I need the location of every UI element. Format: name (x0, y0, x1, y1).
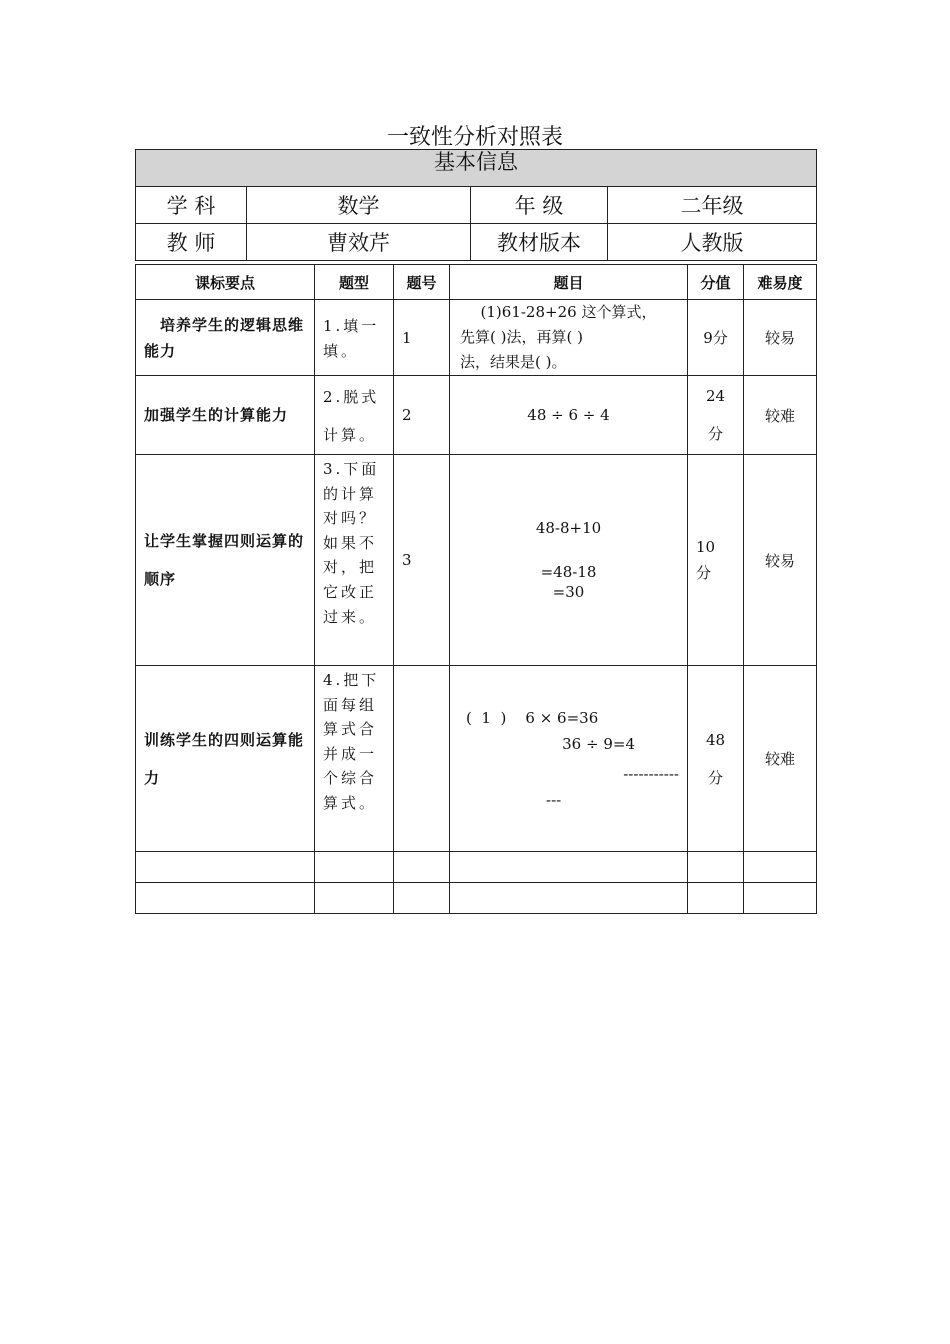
question-type: 2.脱式计算。 (315, 376, 394, 455)
score (688, 455, 744, 666)
question-number: 3 (394, 455, 450, 666)
question-content (450, 300, 688, 376)
score-unit: 分 (707, 425, 723, 443)
header-difficulty: 难易度 (744, 265, 817, 300)
question-content (450, 666, 688, 852)
score-value: 48 (705, 730, 726, 749)
score-value: 24 (705, 387, 726, 405)
question-line: 36 ÷ 9=4 (562, 734, 635, 753)
teacher-value: 曹效芹 (247, 224, 471, 261)
header-number: 题号 (394, 265, 450, 300)
question-line: =30 (552, 583, 585, 601)
empty-row (136, 852, 817, 883)
table-row (136, 666, 817, 852)
subject-value: 数学 (247, 187, 471, 224)
score-unit: 分 (696, 564, 712, 582)
table-header-row (136, 265, 817, 300)
basic-info-banner: 基本信息 (136, 150, 817, 187)
question-line: 48-8+10 (535, 519, 602, 537)
question-line: 法，结果是( )。 (460, 353, 567, 371)
table-row (136, 455, 817, 666)
score (688, 666, 744, 852)
table-row (136, 300, 817, 376)
standard-point: 训练学生的四则运算能力 (136, 666, 315, 852)
question-type: 4.把下面每组算式合并成一个综合算式。 (315, 666, 394, 852)
table-row (136, 376, 817, 455)
question-type: 1.填一填。 (315, 300, 394, 376)
difficulty: 较易 (744, 455, 817, 666)
question-line: 先算( )法，再算( ) (460, 328, 583, 346)
subject-label: 学 科 (136, 187, 247, 224)
score (688, 376, 744, 455)
question-line: =48-18 (540, 563, 597, 581)
question-line: --- (546, 790, 562, 809)
score-value: 10 (696, 538, 716, 556)
question-line: ----------- (623, 764, 679, 783)
empty-row (136, 883, 817, 914)
score-unit: 分 (707, 768, 723, 787)
header-point: 课标要点 (136, 265, 315, 300)
standard-point: 加强学生的计算能力 (136, 376, 315, 455)
difficulty: 较易 (744, 300, 817, 376)
question-number (394, 666, 450, 852)
question-type: 3.下面的计算对吗？如果不对，把它改正过来。 (315, 455, 394, 666)
score: 9分 (688, 300, 744, 376)
question-line: ( 1 ) 6 × 6=36 (466, 708, 599, 727)
standard-point: 让学生掌握四则运算的顺序 (136, 455, 315, 666)
difficulty: 较难 (744, 376, 817, 455)
question-content (450, 455, 688, 666)
question-number: 1 (394, 300, 450, 376)
page-title: 一致性分析对照表 (386, 125, 563, 150)
edition-label: 教材版本 (471, 224, 608, 261)
teacher-label: 教 师 (136, 224, 247, 261)
analysis-table (135, 264, 817, 914)
standard-point: 培养学生的逻辑思维能力 (136, 300, 315, 376)
header-type: 题型 (315, 265, 394, 300)
basic-info-table (135, 149, 817, 261)
edition-value: 人教版 (608, 224, 817, 261)
header-question: 题目 (450, 265, 688, 300)
grade-label: 年 级 (471, 187, 608, 224)
grade-value: 二年级 (608, 187, 817, 224)
difficulty: 较难 (744, 666, 817, 852)
question-line: (1)61-28+26 这个算式， (480, 303, 657, 321)
question-content: 48 ÷ 6 ÷ 4 (450, 376, 688, 455)
header-score: 分值 (688, 265, 744, 300)
question-number: 2 (394, 376, 450, 455)
